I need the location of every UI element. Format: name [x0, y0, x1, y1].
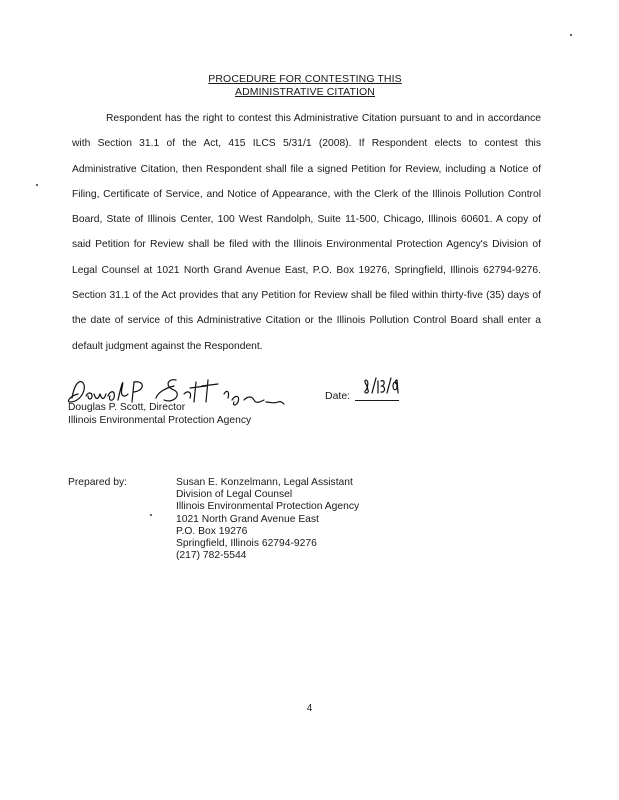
prepared-by-line: Susan E. Konzelmann, Legal Assistant [176, 477, 353, 488]
signatory-name: Douglas P. Scott, Director [68, 402, 186, 413]
prepared-by-line: P.O. Box 19276 [176, 525, 248, 537]
scan-speck [150, 514, 152, 516]
signatory-agency: Illinois Environmental Protection Agency [68, 415, 252, 426]
prepared-by-line: Illinois Environmental Protection Agency [176, 501, 360, 513]
document-title-line-1: PROCEDURE FOR CONTESTING THIS [208, 73, 402, 85]
prepared-by-line: 1021 North Grand Avenue East [176, 513, 319, 525]
body-paragraph: Respondent has the right to contest this Administrative Citation pursuant to and in accordance with Section 31.1 of the Act, 415 ILCS 5/31/1 (2008). If Respondent elects to contest this Administrative Citation, then Respondent shall file a signed Petition for Review, including a Notice of Filing, Certificate of Service, and Notice of Appearance, with the Clerk of the Illinois Pollution Control Board, State of Illinois Center, 100 West Randolph, Suite 11-500, Chicago, Illinois 60601. A copy of said Petition for Review shall be filed with the Illinois Environmental Protection Agency's Division of Legal Counsel at 1021 North Grand Avenue East, P.O. Box 19276, Springfield, Illinois 62794-9276. Section 31.1 of the Act provides that any Petition for Review shall be filed within thirty-five (35) days of the date of service of this Administrative Citation or the Illinois Pollution Control Board shall enter a default judgment against the Respondent. [72, 113, 541, 352]
prepared-by-line: (217) 782-5544 [176, 550, 247, 562]
document-title-line-2: ADMINISTRATIVE CITATION [235, 86, 375, 98]
page-number: 4 [306, 703, 313, 714]
date-label: Date: [325, 390, 351, 402]
date-underline [355, 400, 399, 401]
prepared-by-line: Division of Legal Counsel [176, 489, 293, 501]
scan-speck [570, 34, 572, 36]
prepared-by-block [176, 477, 359, 562]
prepared-by-label: Prepared by: [68, 477, 127, 488]
scan-speck [36, 184, 38, 186]
handwritten-date [362, 376, 400, 396]
prepared-by-line: Springfield, Illinois 62794-9276 [176, 538, 317, 550]
